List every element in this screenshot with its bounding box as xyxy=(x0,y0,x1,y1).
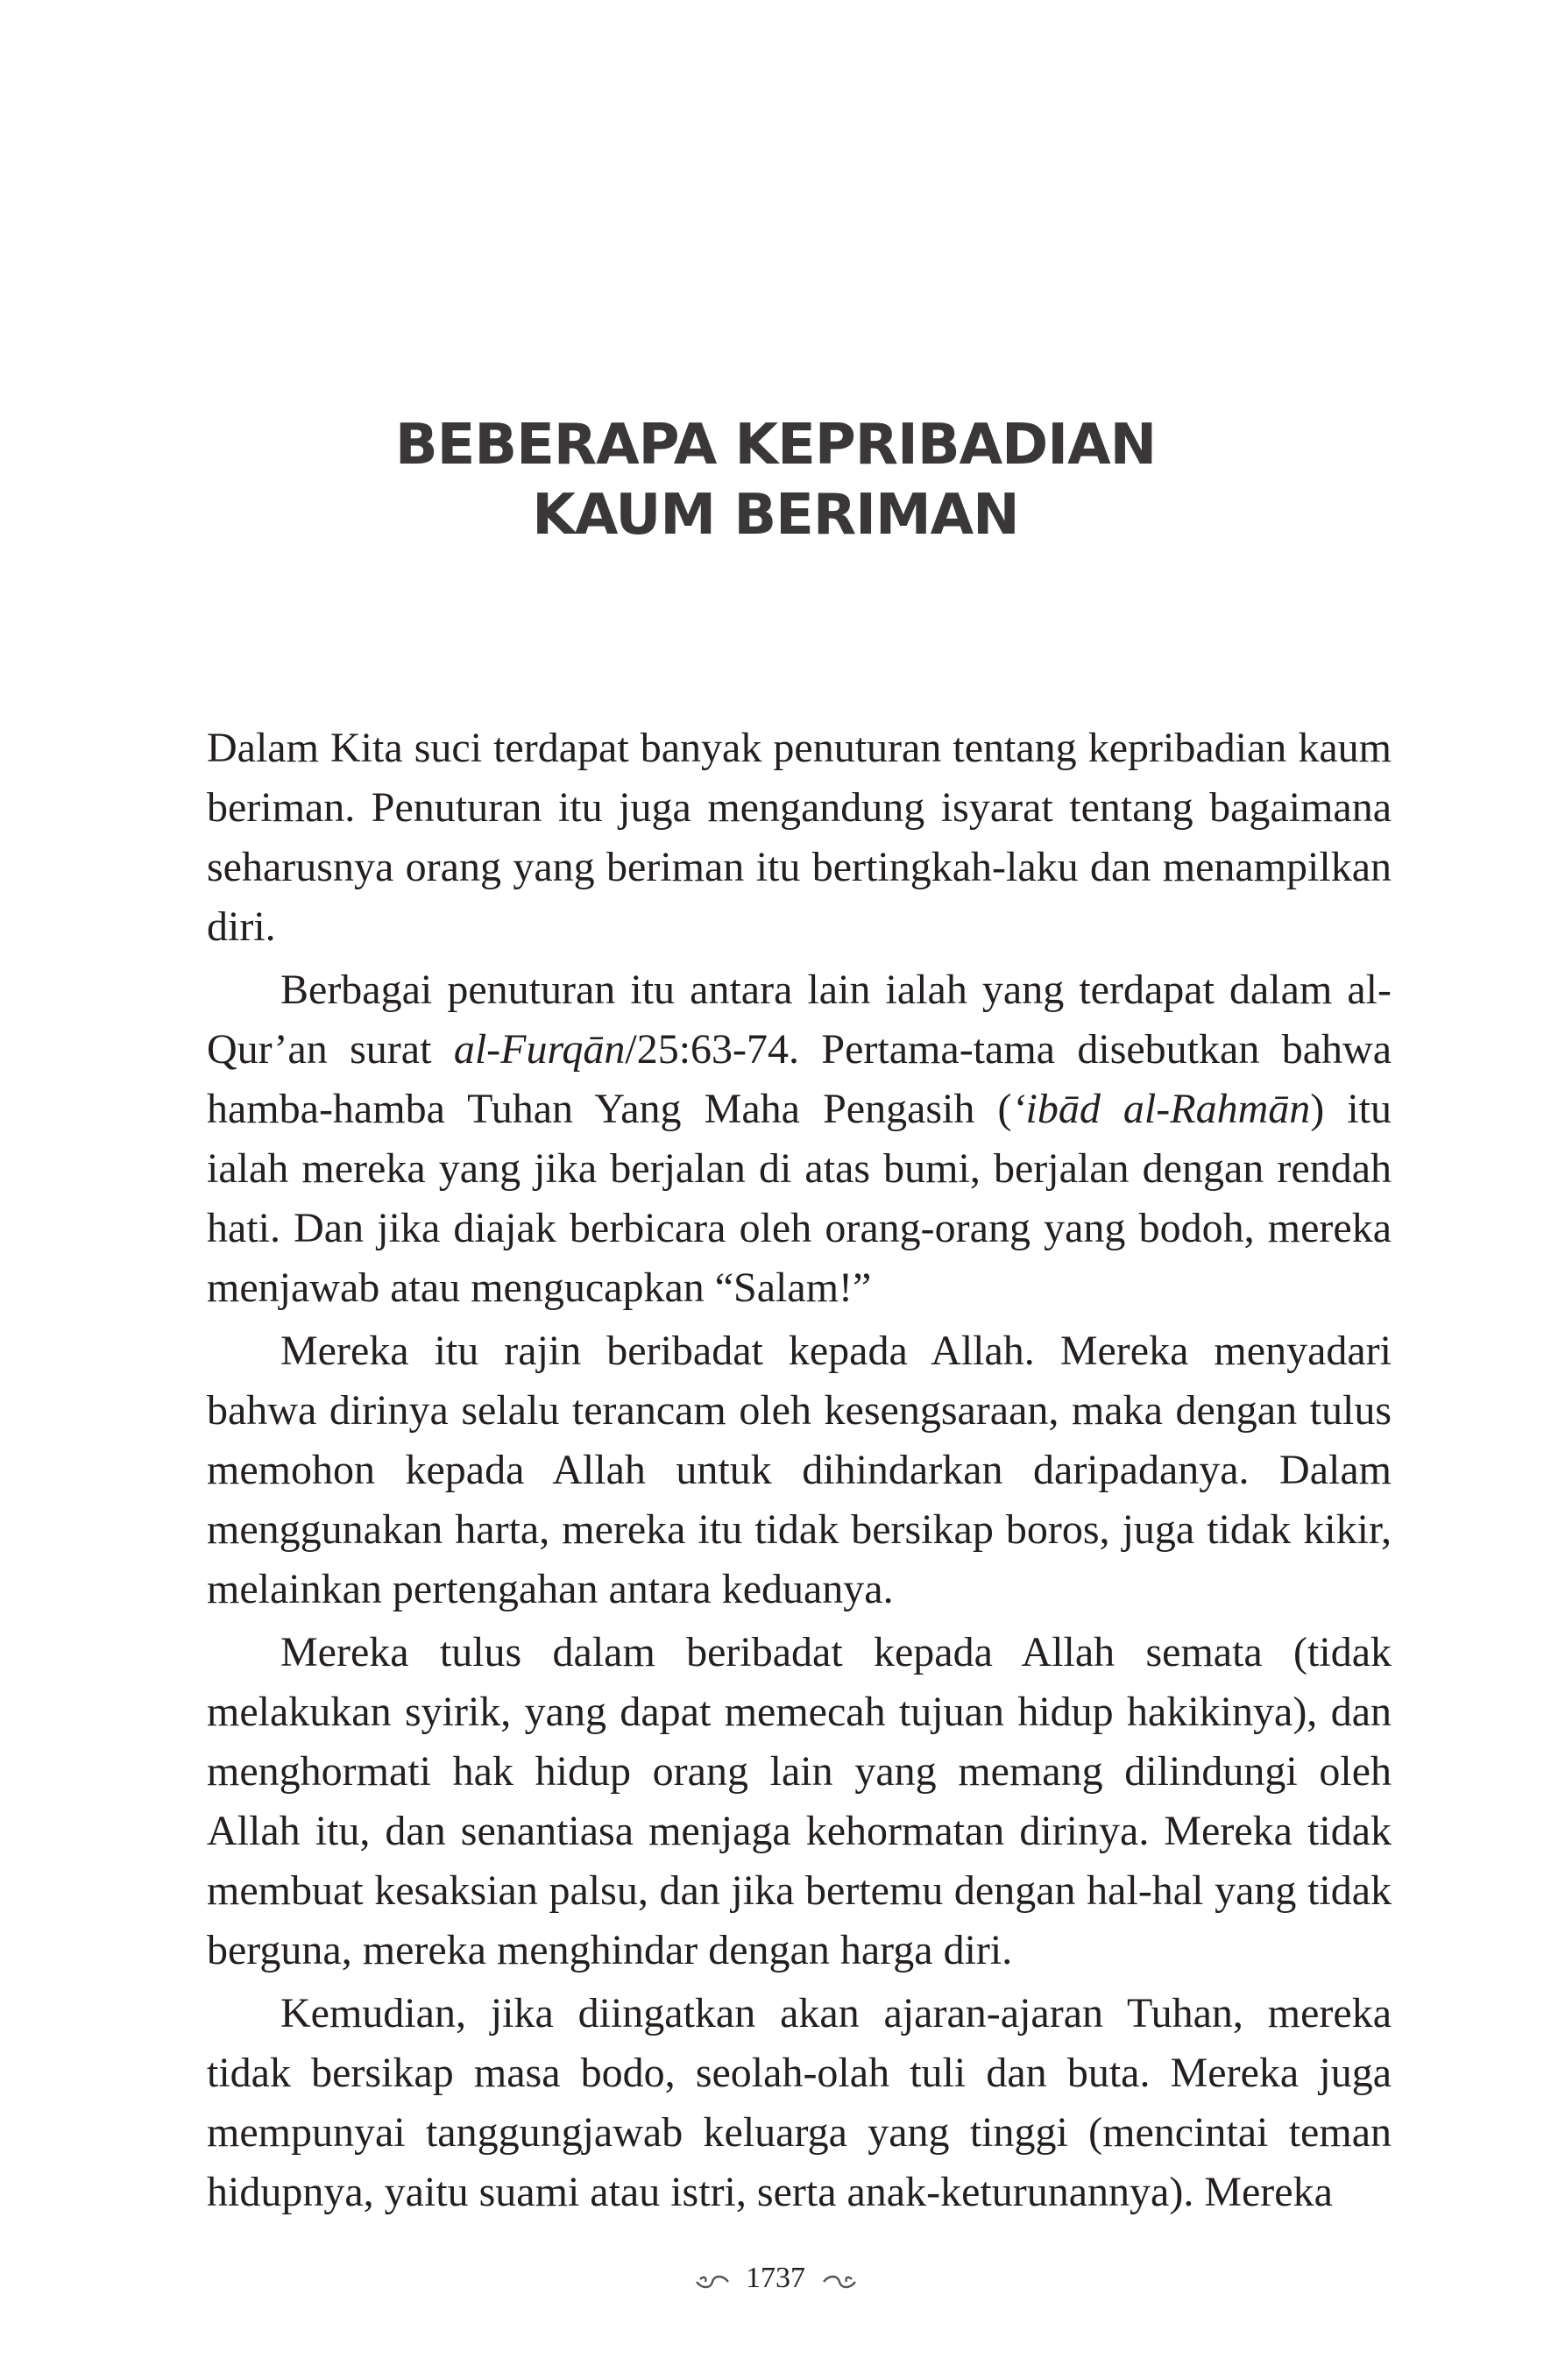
paragraph-2-text-e: ) itu ialah mereka yang jika berjalan di atas bumi, berjalan dengan rendah hati. Dan jika diajak berbicara oleh orang-orang yang bodoh, mereka menjawab atau mengucapkan “Salam!” xyxy=(207,1086,1392,1311)
paragraph-5: Kemudian, jika diingatkan akan ajaran-ajaran Tuhan, mereka tidak bersikap masa bodo, seolah-olah tuli dan buta. Mereka juga mempunyai tanggungjawab keluarga yang tinggi (mencintai teman hidupnya, yaitu suami atau istri, serta anak-keturunannya). Mereka xyxy=(207,1990,1392,2215)
paragraph-2-text-c: /25:63-74. Pertama-tama disebutkan bahwa hamba-hamba Tuhan Yang Maha Pengasih ( xyxy=(207,1026,1392,1132)
chapter-title-line-2: KAUM BERIMAN xyxy=(532,483,1019,548)
paragraph-2 xyxy=(207,960,1392,1318)
paragraph-2-text-a: Berbagai penuturan itu antara lain ialah yang terdapat dalam al-Qur’an surat xyxy=(207,967,1392,1073)
arabic-term: ‘ibād al-Rahmān xyxy=(1011,1086,1311,1132)
surah-name: al-Furqān xyxy=(453,1026,626,1073)
chapter-title xyxy=(0,410,1551,550)
chapter-title-line-1: BEBERAPA KEPRIBADIAN xyxy=(394,413,1157,478)
paragraph-4: Mereka tulus dalam beribadat kepada Allah semata (tidak melakukan syirik, yang dapat memecah tujuan hidup hakikinya), dan menghormati hak hidup orang lain yang memang dilindungi oleh Allah itu, dan senantiasa menjaga kehormatan dirinya. Mereka tidak membuat kesaksian palsu, dan jika bertemu dengan hal-hal yang tidak berguna, mereka menghindar dengan harga diri. xyxy=(207,1629,1392,1973)
paragraph-3: Mereka itu rajin beribadat kepada Allah. Mereka menyadari bahwa dirinya selalu terancam oleh kesengsaraan, maka dengan tulus memohon kepada Allah untuk dihindarkan daripadanya. Dalam menggunakan harta, mereka itu tidak bersikap boros, juga tidak kikir, melainkan pertengahan antara keduanya. xyxy=(207,1328,1392,1612)
paragraph-1: Dalam Kita suci terdapat banyak penuturan tentang kepribadian kaum beriman. Penuturan itu juga mengandung isyarat tentang bagaimana seharusnya orang yang beriman itu bertingkah-laku dan menampilkan diri. xyxy=(207,725,1392,950)
body-text xyxy=(207,719,1392,2226)
ornament-left-icon xyxy=(693,2263,732,2298)
ornament-right-icon xyxy=(820,2263,859,2298)
page-footer xyxy=(0,2261,1551,2298)
page-number: 1737 xyxy=(746,2262,805,2294)
